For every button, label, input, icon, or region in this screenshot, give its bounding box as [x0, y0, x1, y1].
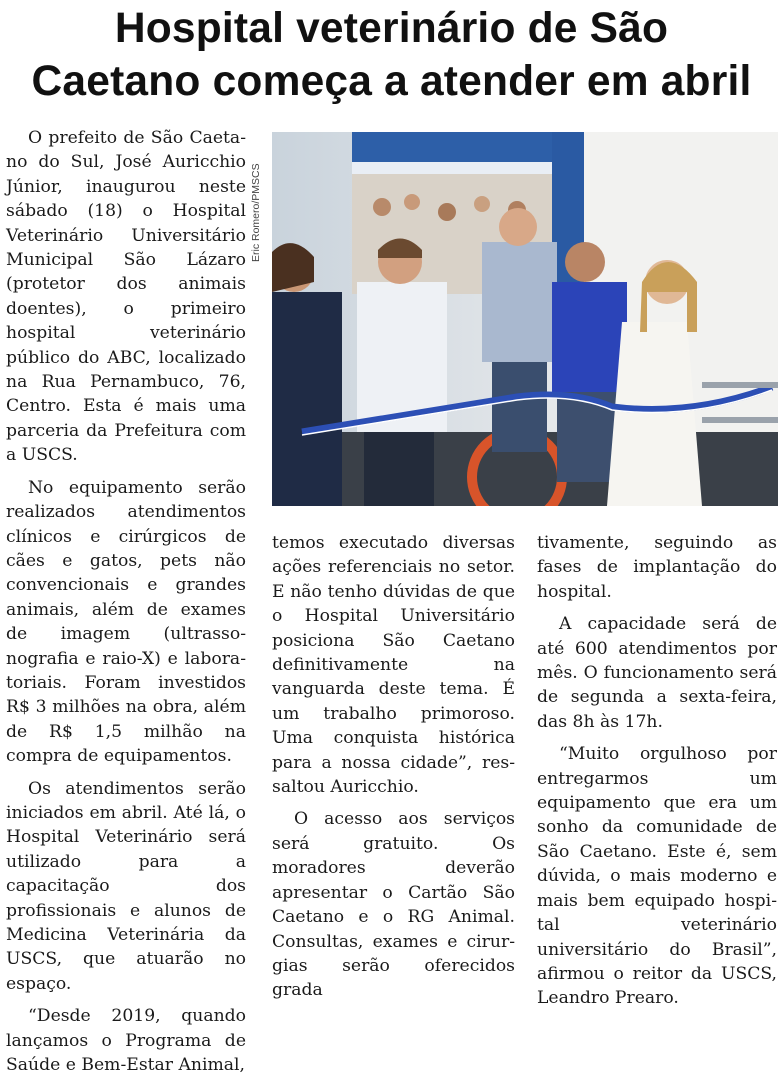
article-column-2 — [272, 531, 515, 1003]
headline — [0, 2, 783, 108]
paragraph: “Desde 2019, quando lançamos o Programa de Saúde e Bem-Estar Animal, — [6, 1006, 246, 1076]
paragraph: temos executado diversas ações referenciais no setor. E não tenho dúvidas de que o Hospital Universitário posiciona São Caetano definitivamente na vanguarda deste tema. É um trabalho primoroso. Uma conquista histórica para a nossa cidade”, ressaltou Auricchio. — [272, 533, 515, 798]
paragraph: O prefeito de São Caetano do Sul, José Auricchio Júnior, inaugurou neste sábado (18) o Hospital Veterinário Universitário Municipal São Lázaro (protetor dos animais doentes), o primeiro hospital veterinário público do ABC, localizado na Rua Pernambuco, 76, Centro. Esta é mais uma parceria da Prefeitura com a USCS. — [6, 128, 246, 466]
paragraph: tivamente, seguindo as fases de implantação do hospital. — [537, 533, 777, 602]
ribbon-cutting-photo — [272, 132, 778, 506]
article-photo — [272, 132, 778, 506]
paragraph: O acesso aos serviços será gratuito. Os moradores deverão apresentar o Cartão São Caetano e o RG Animal. Consultas, exames e cirurgias serão oferecidos grada — [272, 809, 515, 1001]
article-column-1 — [6, 126, 246, 1077]
paragraph: Os atendimentos serão iniciados em abril. Até lá, o Hospital Veterinário será utilizado para a capacitação dos profissionais e alunos de Medicina Veterinária da USCS, que atuarão no espaço. — [6, 778, 246, 994]
headline-line-2: Caetano começa a atender em abril — [31, 58, 752, 105]
photo-credit: Eric Romero/PMSCS — [250, 163, 262, 262]
headline-line-1: Hospital veterinário de São — [114, 5, 669, 52]
article-column-3 — [537, 531, 777, 1011]
paragraph: “Muito orgulhoso por entregarmos um equipamento que era um sonho da comunidade de São Caetano. Este é, sem dúvida, o mais moderno e mais bem equipado hospital veterinário universitário do Brasil”, afirmou o reitor da USCS, Leandro Prearo. — [537, 744, 777, 1009]
paragraph: A capacidade será de até 600 atendimentos por mês. O funcionamento será de segunda a sexta-feira, das 8h às 17h. — [537, 614, 777, 732]
paragraph: No equipamento serão realizados atendimentos clínicos e cirúrgicos de cães e gatos, pets não convencionais e grandes animais, além de exames de imagem (ultrassonografia e raio-X) e laboratoriais. Foram investidos R$ 3 milhões na obra, além de R$ 1,5 milhão na compra de equipamentos. — [6, 477, 246, 767]
